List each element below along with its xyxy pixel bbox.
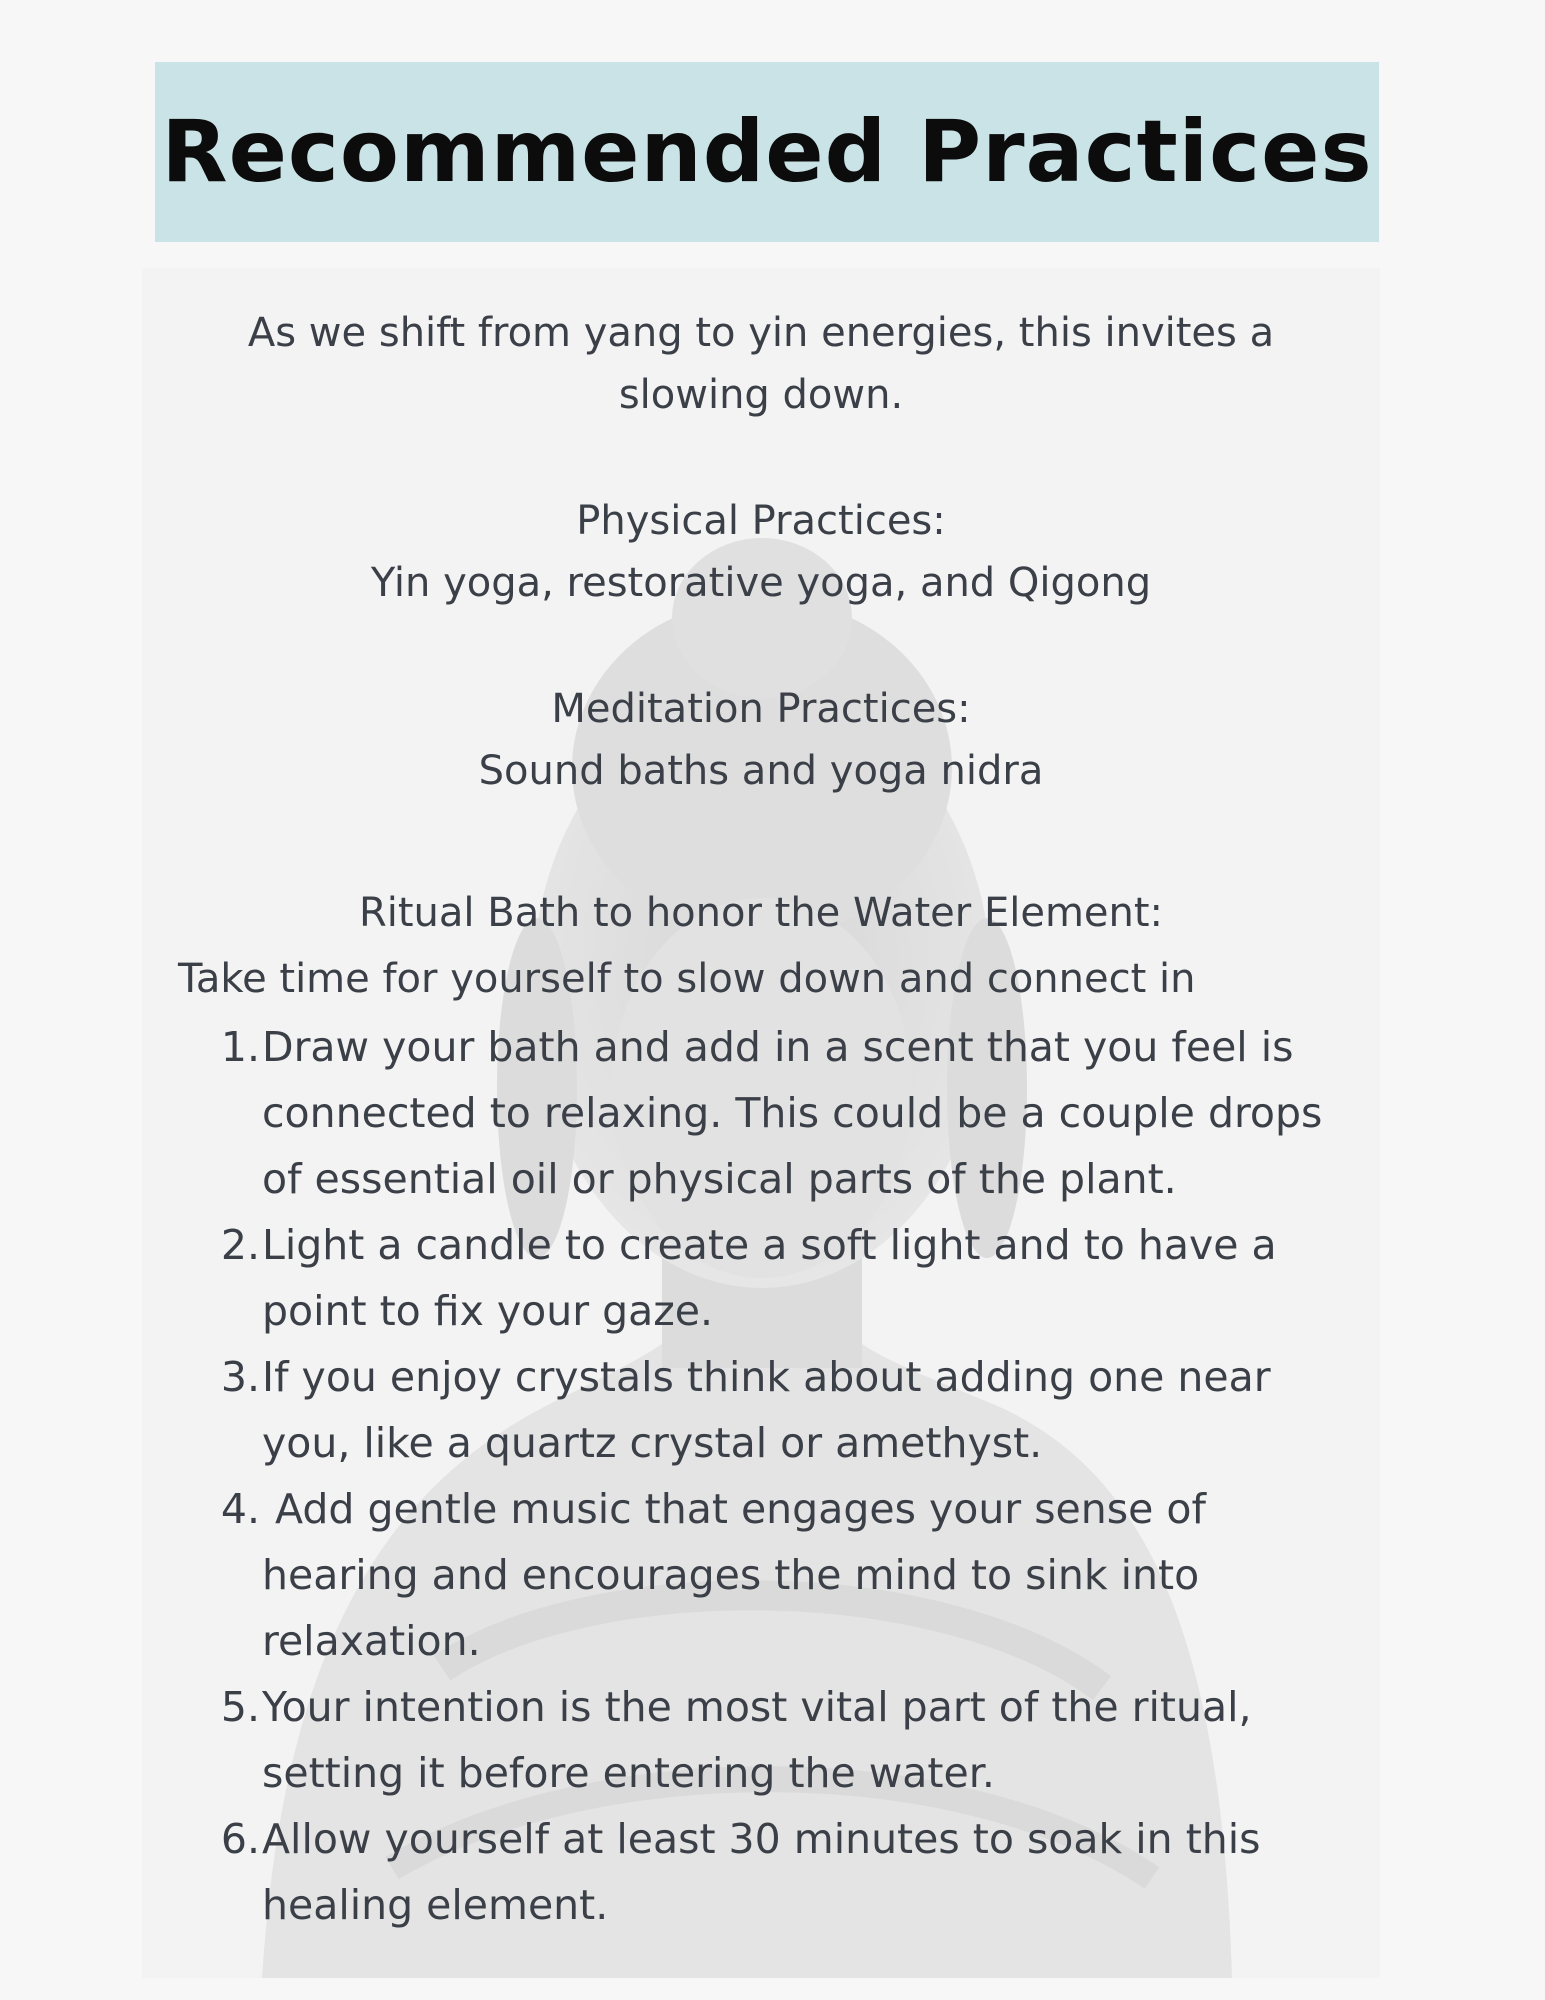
list-item <box>218 1014 1368 1212</box>
list-item <box>218 1476 1368 1674</box>
physical-practices-section <box>142 490 1380 614</box>
page-title: Recommended Practices <box>161 102 1373 202</box>
physical-practices-heading: Physical Practices: <box>576 498 946 544</box>
step-text: Light a candle to create a soft light and to have a point to fix your gaze. <box>262 1221 1277 1335</box>
ritual-bath-intro: Take time for yourself to slow down and connect in <box>178 956 1196 1002</box>
step-text: Add gentle music that engages your sense of hearing and encourages the mind to sink into relaxation. <box>262 1485 1219 1665</box>
step-number: 4. <box>220 1485 260 1533</box>
list-item <box>218 1344 1368 1476</box>
step-text: If you enjoy crystals think about adding one near you, like a quartz crystal or amethyst. <box>262 1353 1271 1467</box>
step-number: 6. <box>220 1815 260 1863</box>
step-text: Your intention is the most vital part of the ritual, setting it before entering the water. <box>262 1683 1252 1797</box>
step-text: Draw your bath and add in a scent that you feel is connected to relaxing. This could be a couple drops of essential oil or physical parts of the plant. <box>262 1023 1323 1203</box>
meditation-practices-body: Sound baths and yoga nidra <box>478 748 1044 794</box>
ritual-steps-list <box>218 1014 1368 1938</box>
step-number: 5. <box>220 1683 260 1731</box>
list-item <box>218 1212 1368 1344</box>
meditation-practices-section <box>142 678 1380 802</box>
content-panel <box>142 268 1380 1978</box>
meditation-practices-heading: Meditation Practices: <box>551 686 971 732</box>
step-number: 1. <box>220 1023 260 1071</box>
title-banner <box>155 62 1379 242</box>
step-number: 2. <box>220 1221 260 1269</box>
ritual-bath-heading: Ritual Bath to honor the Water Element: <box>358 890 1164 936</box>
intro-text: As we shift from yang to yin energies, this invites a slowing down. <box>247 310 1275 418</box>
step-text: Allow yourself at least 30 minutes to soak in this healing element. <box>262 1815 1261 1929</box>
step-number: 3. <box>220 1353 260 1401</box>
physical-practices-body: Yin yoga, restorative yoga, and Qigong <box>370 560 1152 606</box>
text-layer <box>142 268 1380 1978</box>
list-item <box>218 1806 1368 1938</box>
list-item <box>218 1674 1368 1806</box>
